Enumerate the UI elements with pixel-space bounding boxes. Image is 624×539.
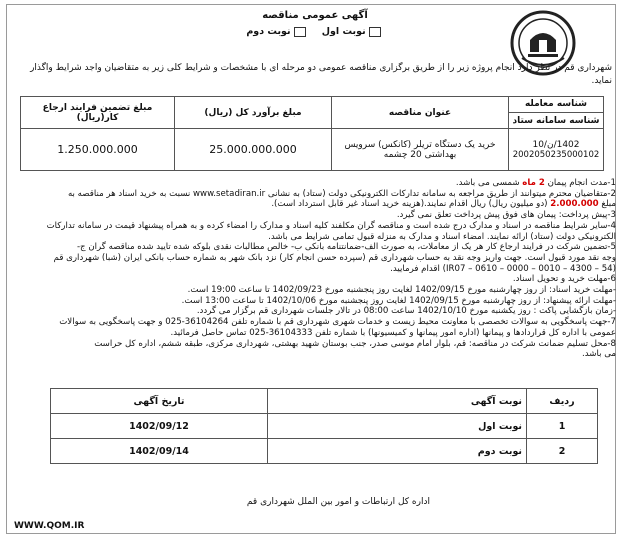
terms-text [12, 178, 616, 360]
cell-guarantee: 1.250.000.000 [21, 129, 175, 171]
term-guarantee-2: وجه نقد مورد قبول است. جهت واریز وجه نقد به حساب شهرداری قم (سپرده حسن انجام کار) نزد بانک شهر به شماره حساب بانکی ایران (شبا) شهرداری قم [53, 252, 616, 263]
term-documents: 2-متقاضیان محترم میتوانند از طریق مراجعه به سامانه تدارکات الکترونیکی دولت (ستاد) به نشانی www.setadiran.ir نسبت به خرید اسناد هر مناقصه به [67, 188, 616, 199]
header-title: عنوان مناقصه [332, 97, 509, 129]
notice-title: آگهی عمومی مناقصه [262, 10, 368, 21]
round1-label: نوبت اول [321, 26, 366, 37]
footer-organization: اداره کل ارتباطات و امور بین الملل شهرداری قم [246, 497, 430, 507]
term-iban: (IR07 – 0610 – 0000 – 0010 – 4300 – 54) اقدام فرمایید. [390, 263, 616, 274]
term-bid-deadline: -مهلت ارائه پیشنهاد: از روز چهارشنبه مورخ 1402/09/15 لغایت روز پنجشنبه مورخ 1402/10/06 تا ساعت 13:00 است. [181, 295, 616, 306]
footer-website-link[interactable]: WWW.QOM.IR [14, 521, 85, 531]
header-tender-id: شناسه معامله شناسه سامانه ستاد [509, 97, 604, 129]
term-other-conditions: 4-سایر شرایط مناقصه در اسناد و مدارک درج شده است و مناقصه گران مکلفند کلیه اسناد و مدارک را امضاء کرده و به همراه پیشنهاد قیمت در سامانه تدارکات [46, 220, 616, 231]
round2-label: نوبت دوم [246, 26, 291, 37]
sched-date: 1402/09/14 [51, 439, 268, 464]
term-delivery-location-2: می باشد. [582, 349, 616, 360]
term-documents-fee: مبلغ 2.000.000 (دو میلیون ریال) ریال اقدام نمایند.(هزینه خرید اسناد غیر قابل استرداد است). [271, 199, 616, 210]
sched-index: 1 [527, 414, 598, 439]
table-row [51, 414, 598, 439]
term-purchase-deadline: -مهلت خرید اسناد: از روز چهارشنبه مورخ 1402/09/15 لغایت روز پنجشنبه مورخ 1402/09/23 تا ساعت 19:00 است. [187, 285, 616, 296]
tender-table [20, 96, 604, 171]
schedule-table [50, 388, 598, 464]
sched-header-round: نوبت آگهی [268, 389, 527, 414]
round1-checkbox-icon [369, 27, 381, 37]
intro-text: شهرداری قم در نظر دارد انجام پروژه زیر را از طریق برگزاری مناقصه عمومی دو مرحله ای با مشخصات و شرایط کلی زیر به متقاضیان واجد شرایط واگذار نماید. [30, 63, 612, 86]
cell-total-estimate: 25.000.000.000 [175, 129, 332, 171]
sched-round: نوبت دوم [268, 439, 527, 464]
cell-title: خرید یک دستگاه تریلر (کانکس) سرویس بهداشتی 20 چشمه [332, 129, 509, 171]
sched-round: نوبت اول [268, 414, 527, 439]
sched-index: 2 [527, 439, 598, 464]
term-prepayment: 3-پیش پرداخت: پیمان های فوق پیش پرداخت تعلق نمی گیرد. [396, 210, 616, 221]
round-selector [200, 26, 430, 37]
cell-tender-id: 1402/ن/10 2002050235000102 [509, 129, 604, 171]
round2-checkbox-icon [294, 27, 306, 37]
term-guarantee: 5-تضمین شرکت در فرایند ارجاع کار هر یک از معاملات، به صورت الف-ضمانتنامه بانکی ب- خالص مطالبات نقدی بلوکه شده تایید شده مناقصه گران ج- [76, 242, 616, 253]
header-guarantee: مبلغ تضمین فرایند ارجاع کار(ریال) [21, 97, 175, 129]
term-contacts: 7-جهت پاسخگویی به سوالات تخصصی با معاونت محیط زیست و خدمات شهری شهرداری قم با شماره تلفن 36104264-025 و جهت پاسخگویی به سوالات [59, 317, 616, 328]
table-row [51, 439, 598, 464]
term-contacts-2: عمومی با اداره کل قراردادها و پیمانها (اداره امور پیمانها و کمیسیونها) با شماره تلفن 36104333-025 تماس حاصل فرمائید. [170, 327, 616, 338]
sched-header-index: ردیف [527, 389, 598, 414]
sched-header-date: تاریخ آگهی [51, 389, 268, 414]
term-deadlines: 6-مهلت خرید و تحویل اسناد. [512, 274, 616, 285]
term-other-conditions-2: الکترونیکی دولت (ستاد) ارائه نمایند. امضاء اسناد و مدارک به منزله قبول تمامی شرایط می باشد. [268, 231, 616, 242]
sched-date: 1402/09/12 [51, 414, 268, 439]
term-duration: 1-مدت انجام پیمان 2 ماه شمسی می باشد. [455, 178, 616, 188]
term-opening-date: -زمان بازگشایی پاکت : روز یکشنبه مورخ 1402/10/10 ساعت 08:00 در تالار جلسات شهرداری قم برگزار می گردد. [196, 306, 616, 317]
header-total-estimate: مبلغ برآورد کل (ریال) [175, 97, 332, 129]
term-delivery-location: 8-محل تسلیم ضمانت شرکت در مناقصه: قم، بلوار امام موسی صدر، جنب بوستان شهید بهشتی، شهرداری مرکزی، طبقه ششم، اداره کل حراست [94, 338, 616, 349]
